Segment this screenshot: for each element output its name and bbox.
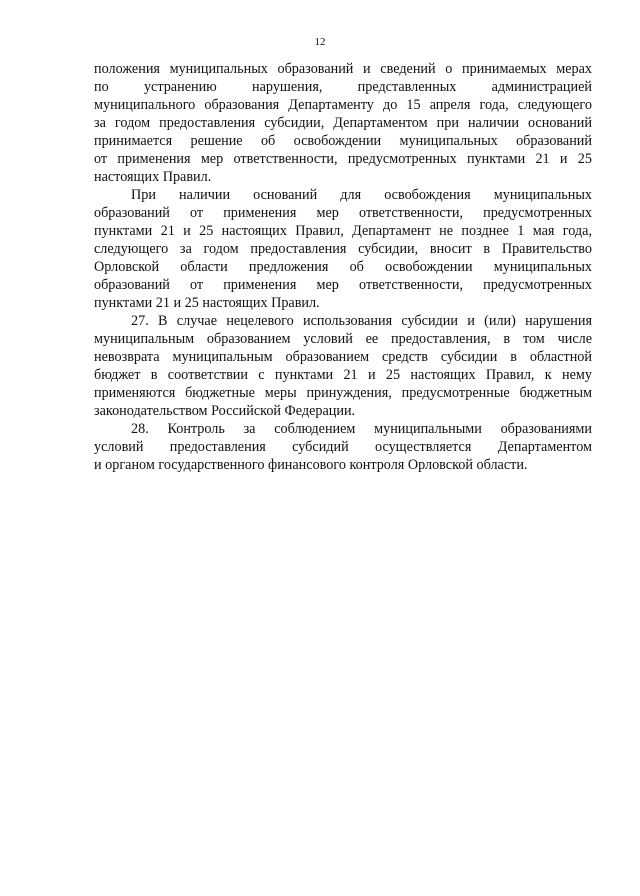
text-line: образований от применения мер ответственности, предусмотренных xyxy=(94,205,592,221)
text-line: следующего за годом предоставления субсидии, вносит в Правительство xyxy=(94,241,592,257)
text-line: невозврата муниципальным образованием средств субсидии в областной xyxy=(94,349,592,365)
text-line: 27. В случае нецелевого использования субсидии и (или) нарушения xyxy=(131,313,592,329)
text-line: пунктами 21 и 25 настоящих Правил, Департамент не позднее 1 мая года, xyxy=(94,223,592,239)
text-line: Орловской области предложения об освобождении муниципальных xyxy=(94,259,592,275)
text-line: пунктами 21 и 25 настоящих Правил. xyxy=(94,295,320,311)
text-line: от применения мер ответственности, предусмотренных пунктами 21 и 25 xyxy=(94,151,592,167)
page-number: 12 xyxy=(314,36,326,48)
text-line: условий предоставления субсидий осуществляется Департаментом xyxy=(94,439,592,455)
text-line: 28. Контроль за соблюдением муниципальными образованиями xyxy=(131,421,592,437)
text-line: применяются бюджетные меры принуждения, предусмотренные бюджетным xyxy=(94,385,592,401)
text-line: принимается решение об освобождении муниципальных образований xyxy=(94,133,592,149)
text-line: образований от применения мер ответственности, предусмотренных xyxy=(94,277,592,293)
text-line: бюджет в соответствии с пунктами 21 и 25 настоящих Правил, к нему xyxy=(94,367,592,383)
document-body xyxy=(94,60,592,474)
text-line: настоящих Правил. xyxy=(94,169,212,185)
text-line: за годом предоставления субсидии, Департаментом при наличии оснований xyxy=(94,115,592,131)
text-line: муниципальным образованием условий ее предоставления, в том числе xyxy=(94,331,592,347)
text-line: положения муниципальных образований и сведений о принимаемых мерах xyxy=(94,61,592,77)
text-line: и органом государственного финансового контроля Орловской области. xyxy=(94,457,528,473)
text-line: муниципального образования Департаменту до 15 апреля года, следующего xyxy=(94,97,592,113)
text-line: законодательством Российской Федерации. xyxy=(94,403,356,419)
text-line: При наличии оснований для освобождения муниципальных xyxy=(131,187,592,203)
text-line: по устранению нарушения, представленных администрацией xyxy=(94,79,592,95)
